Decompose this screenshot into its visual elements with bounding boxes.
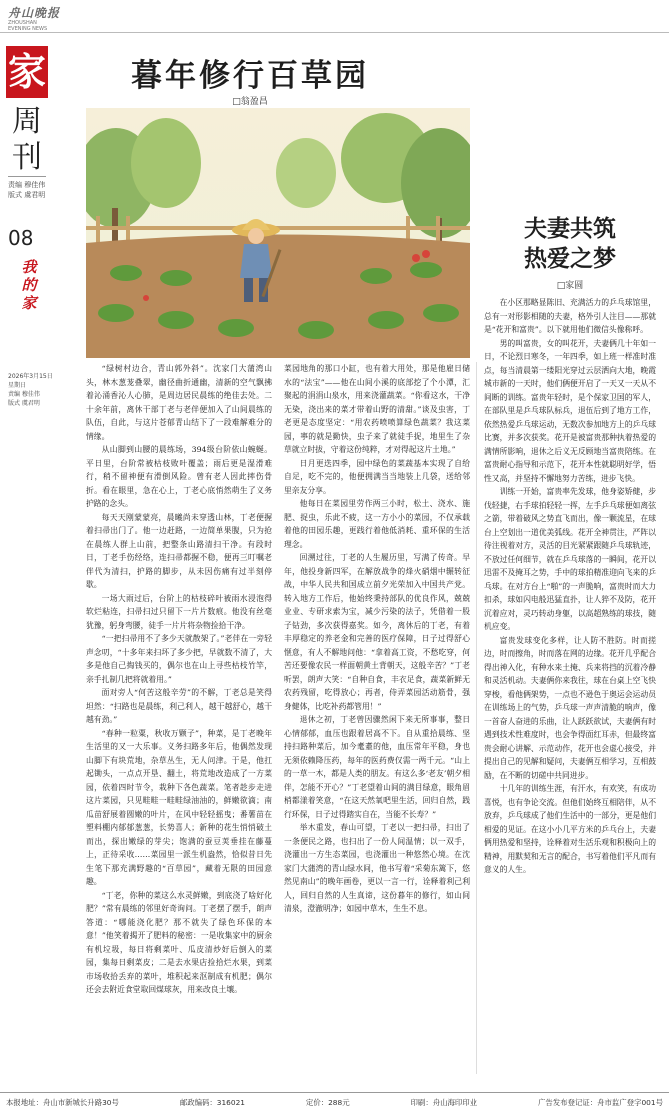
footer — [6, 1097, 663, 1108]
paragraph: 举木重发，春山可望，丁老以一把扫帚，扫出了一条便民之路，也扫出了一份人间温情；以一双手，浇灌出一方生态菜园，也浇灌出一种悠然心境。在沈家门大蒲湾的青山绿水间，他书写着“采菊东篱下，悠然见南山”的晚年画卷，更以一言一行，诠释着利己利人，回归自然的人生真谛，这份暮年的修行，如山间清泉，澄澈明净；如园中草木，生生不息。 — [284, 823, 470, 913]
sidebar-divider — [8, 176, 46, 177]
main-article-column-2 — [284, 362, 470, 916]
paragraph: “丁老，你种的菜这么水灵鲜嫩，到底浇了啥好化肥？”常有晨练的邻里好奇询问。丁老摆了摆手，朗声答道：“哪能浇化肥？那不就失了绿色环保的本意！”他笑着揭开了肥料的秘密：一是收集家中的厨余有机垃圾，每日将剩菜叶、瓜皮清炒好后倒入的菜园，集每日剩菜皮；二是去水果店捡拾烂水果，到菜市场收拾丢弃的菜叶，堆积起来沤制成有机肥；偶尔还会去附近食堂取回煤球灰，用来改良土壤。 — [86, 890, 272, 994]
layout-line: 版式 虞君明 — [8, 191, 46, 199]
paragraph: 男的叫富贵，女的叫花开，夫妻俩几十年如一日，不论烈日寒冬，一年四季，如上班一样准时准点，每当清晨第一缕阳光穿过云层洒向大地，晚霞城市新的一天时，他们俩便开启了一天又一天从不间断的训练。富贵年轻时，是个保家卫国的军人，在部队里是乒乓球队标兵，退伍后到了地方工作，依然热爱乒乓球运动，无数次参加地方上的乒乓球比赛，并多次获奖。花开是被富贵那种执着热爱的满情所影响，退休之后义无反顾地当富贵陪练。在富贵耐心指导和示范下，花开本性就聪明好学，悟性又高，并坚持不懈地努力苦练，进步飞快。 — [484, 338, 656, 483]
section-char-zhou: 周 — [12, 104, 42, 139]
paragraph: “绿树村边合，青山郭外斜”。沈家门大蒲湾山头，林木葱茏叠翠，幽径曲折通幽，清新的空气飘拂着沁涌香沁人心肺，是周边居民晨练的绝佳去处。二十余年前，离休干部丁老与老伴便加入了山间晨练的队伍，自此，与这片苍郁青山结下了一段难解难分的情缘。 — [86, 364, 272, 441]
footer-address: 本报地址：舟山市新城长升路30号 — [6, 1098, 119, 1107]
issue-date — [8, 372, 53, 408]
masthead-sub-line2: EVENING NEWS — [8, 26, 48, 32]
main-article-author: □翁盈昌 — [232, 97, 268, 107]
paragraph: 每天天刚蒙蒙亮，晨曦尚未穿透山林，丁老便握着扫帚出门了。他一边赶路，一边简单果腹，只为抢在晨练人群上山前，把整条山路清扫干净。有段时日，丁老手伤经络，连扫帚都握不稳，便再三叮嘱老伴代为清扫，护路的脚步，从未因伤痛有过半刻停歇。 — [86, 512, 272, 589]
side-article-title — [480, 214, 660, 274]
section-char-kan: 刊 — [12, 140, 42, 175]
section-badge: 家 — [6, 46, 48, 98]
paragraph: 十几年的训练生涯，有汗水，有欢笑，有成功喜悦，也有争论交流。但他们始终互相陪伴，从不放弃，乒乓球成了他们生活中的一部分，更是他们相爱的见证。在这小小几平方米的乒乓台上，夫妻俩用热爱和坚持，诠释着对生活乐观和积极向上的精神，用默契和无言的配合，书写着他们平凡而有意义的人生。 — [484, 784, 656, 874]
footer-printer: 印刷：舟山海印印业 — [410, 1098, 478, 1107]
column-divider — [476, 362, 477, 1074]
paragraph: 富贵发球变化多样，让人防不胜防。时而搓边，时而擦角，时而落在网的边缘。花开几乎配合得出神入化，有种水来土掩、兵来将挡的沉着冷静和灵活机动。夫妻俩你来我往，球在台桌上空飞快穿梭，看他俩架势，一点也不逊色于奥运会运动员在训练场上的气势，乒乓球一声声清脆的响声，像一首奋人奋进的乐曲，让人跃跃欲试，夫妻俩有时遇到技术性难度时，也会争得面红耳赤，但最终富贵会耐心讲解、示范动作，花开也会虚心接受，并提出自己的见解和疑问，夫妻俩互相学习，互相鼓励，在不断的切磋中共同进步。 — [484, 635, 656, 780]
side-article-column — [484, 296, 656, 877]
main-article-column-1 — [86, 362, 272, 997]
masthead-sub-line1: ZHOUSHAN — [8, 20, 37, 26]
paragraph: 在小区那略显陈旧、充满活力的乒乓球馆里，总有一对形影相随的夫妻，格外引人注目——那就是“花开和富贵”。以下就用他们微信头像称呼。 — [484, 298, 656, 334]
paragraph: 回溯过往，丁老的人生履历里，写满了传奇。早年，他投身新四军，在解放战争的烽火硝烟中辗转征战，中华人民共和国成立前夕光荣加入中国共产党。转入地方工作后，他始终秉持部队的优良作风，兢兢业业、专研求索为宝，减少污染的法子，凭借着一股子钻劲，多次获得嘉奖。如今，离休后的丁老，有着丰厚稳定的养老金和完善的医疗保障，日子过得舒心惬意，有人不解地问他：“拿着高工资，不愁吃穿，何苦还要像农民一样面朝黄土背朝天，这般辛苦？”丁老听罢，朗声大笑：“自种自食，丰衣足食，蔬菜新鲜无农药残留，吃得放心；再者，侍弄菜园活动筋骨，强身健体，比吃补药都管用！” — [284, 553, 470, 711]
weekday-line: 星期日 — [8, 382, 27, 389]
masthead-divider — [0, 32, 669, 33]
footer-divider — [0, 1092, 669, 1093]
garden-illustration — [86, 108, 470, 358]
editor-line: 责编 穆佳伟 — [8, 181, 46, 189]
date-line: 2026年3月15日 — [8, 373, 53, 380]
date-layout-line: 版式 虞君明 — [8, 400, 40, 407]
column-name — [14, 258, 44, 312]
column-char-2: 的 — [21, 276, 37, 294]
footer-postcode: 邮政编码：316021 — [179, 1098, 245, 1107]
footer-price: 定价：288元 — [305, 1098, 350, 1107]
side-title-line2: 热爱之梦 — [524, 245, 616, 272]
paragraph: “春种一粒粟，秋收万颗子”，种菜，是丁老晚年生活里的又一大乐事。义务扫路多年后，他偶然发现山脚下有块荒地，杂草丛生，无人问津。于是，他扛起锄头，一点点开垦、翻土，将荒地改造成了一方菜园，依着四时节令，栽种下各色蔬菜。笔者趁步走进这片菜园，只见畦畦一畦畦绿油油的，鲜嫩欲滴；南瓜苗舒展着圆嫩的叶片，在风中轻轻摇曳；番薯苗在塑料棚内郁郁葱葱，长势喜人；新种的花生悄悄破土而出，探出嫩绿的芽尖；饱满的蚕豆荚垂挂在藤蔓上，正待采收……菜园里一派生机盎然，恰似昔日先生笔下那充满野趣的“百草园”，藏着无限的田园意趣。 — [86, 728, 272, 886]
paragraph: “一把扫帚用不了多少天就散架了。”老伴在一旁轻声念叨，“十多年来扫坏了多少把，早就数不清了，大多是他自己掏钱买的，偶尔也在山上寻些枯枝竹竿，亲手扎制几把将就着用。” — [86, 634, 272, 684]
paragraph: 从山脚到山腰的晨练场，394级台阶依山蜿蜒。平日里，台阶常被枯枝败叶覆盖；雨后更是湿滑难行，稍不留神便有滑倒风险。曾有老人因此摔伤骨折。看在眼里，急在心上，丁老心底悄然萌生了义务护路的念头。 — [86, 445, 272, 508]
paragraph: 一场大雨过后，台阶上的枯枝碎叶被雨水浸泡得软烂粘连，扫帚扫过只留下一片片数痕。他没有丝毫犹豫，躬身弯腰，徒手一片片将杂物捡拾干净。 — [86, 593, 272, 630]
editor-credits — [8, 180, 45, 200]
paragraph: 菜园地角的那口小缸，也有着大用处，那是他雇日储水的“法宝”——他在山间小溪的底部挖了个小潭，汇聚起的涓涓山泉水，用来浇灌蔬菜。“你看这水，干净无染，浇出来的菜才带着山野的清甜。”谈及虫害，丁老更是态度坚定：“用农药喷喷算绿色蔬菜？我这菜园，寧的就是勤快，虫子来了就徒手捉，地里生了杂草就立时拔，守着这份纯粹，才对得起这片土地。” — [284, 364, 470, 454]
paragraph: 他每日在菜园里劳作两三小时，松土、浇水、施肥、捉虫，乐此不疲，这一方小小的菜园，不仅承载着他的田园乐趣，更践行着他低消耗、重环保的生活理念。 — [284, 499, 470, 549]
masthead-logo: 舟山晚报 — [8, 6, 61, 20]
main-article-title: 暮年修行百草园 — [131, 58, 369, 94]
footer-ad-license: 广告发布登记证：舟市监广登字001号 — [538, 1098, 663, 1107]
masthead-subtitle — [8, 20, 47, 32]
side-article-author: □家圆 — [556, 281, 584, 291]
page-number: 08 — [8, 226, 34, 250]
paragraph: 退休之初，丁老曾因骤然闲下来无所事事，整日心情郁郁，血压也跟着居高不下。自从重拾晨练、坚持扫路种菜后，加今耄耋的他，血压常年平稳，身也无须依赖降压药，每年的医药费仅需一两千元。“山上的一草一木，都是人类的朋友。有这么多‘老友’朝夕相伴，怎能不开心？”丁老望着山间的满目绿意，眼角眉梢都漾着笑意，“在这天然氧吧里生活，回归自然，践行环保，日子过得踏实自在，当能不长寿？” — [284, 715, 470, 819]
column-char-1: 我 — [21, 258, 37, 276]
paragraph: 面对旁人“何苦这般辛劳”的不解，丁老总是笑得坦然：“扫路也是晨练，利己利人，越干越舒心，越干越有劲。” — [86, 688, 272, 724]
date-editor-line: 责编 穆佳伟 — [8, 391, 40, 398]
column-char-3: 家 — [21, 294, 37, 312]
paragraph: 日月更迭四季，园中绿色的菜蔬基本实现了自给自足，吃不完的，他便拥满当当地装上几袋，送给邻里亲友分享。 — [284, 458, 470, 495]
section-name — [6, 104, 48, 176]
side-title-line1: 夫妻共筑 — [524, 215, 616, 242]
paragraph: 训练一开始，富贵率先发球，他身姿矫健，步伐轻捷，右手球拍轻轻一挥，左手乒乓球便如离弦之箭，带着破风之势直飞而出，像一颗流星，在球台上空划出一道优美弧线。花开全神贯注，严阵以待注视着对方，灵活的目光紧紧跟随乒乓球轨迹，不放过任何细节，就在乒乓球落的一瞬间，花开以迅雷不及掩耳之势，手中的球拍精准迎向飞来的乒乓球。在对方台上“啪”的一声脆响，富贵时而大力扣杀，球如闪电般迅猛直扑，让人猝不及防，花开沉着应对，灵巧转动身躯，以高超熟练的球技，随机应变。 — [484, 487, 656, 631]
